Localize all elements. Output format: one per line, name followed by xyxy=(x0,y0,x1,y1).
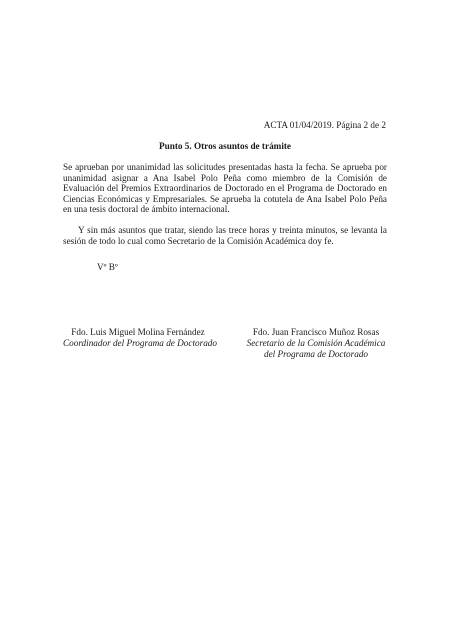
signature-secretary xyxy=(238,327,394,359)
paragraph-closing: Y sin más asuntos que tratar, siendo las trece horas y treinta minutos, se levanta la sesión de todo lo cual como Secretario de la Comisión Académica doy fe. xyxy=(63,225,387,246)
approval-label: Vº Bº xyxy=(97,262,118,272)
signature-secretary-role-line2: del Programa de Doctorado xyxy=(263,348,369,359)
signature-secretary-role-line1: Secretario de la Comisión Académica xyxy=(246,337,386,348)
signature-coordinator xyxy=(63,327,217,349)
paragraph-agreements: Se aprueban por unanimidad las solicitudes presentadas hasta la fecha. Se aprueba por unanimidad asignar a Ana Isabel Polo Peña como miembro de la Comisión de Evaluación del Premios Extraordinarios de Doctorado en el Programa de Doctorado en Ciencias Económicas y Empresariales. Se aprueba la cotutela de Ana Isabel Polo Peña en una tesis doctoral de ámbito internacional. xyxy=(63,162,387,215)
page-reference: ACTA 01/04/2019. Página 2 de 2 xyxy=(263,120,386,130)
signature-coordinator-name: Fdo. Luis Miguel Molina Fernández xyxy=(71,327,205,337)
signature-coordinator-role: Coordinador del Programa de Doctorado xyxy=(63,337,217,348)
section-title: Punto 5. Otros asuntos de trámite xyxy=(158,141,292,151)
signature-secretary-name: Fdo. Juan Francisco Muñoz Rosas xyxy=(252,327,380,337)
